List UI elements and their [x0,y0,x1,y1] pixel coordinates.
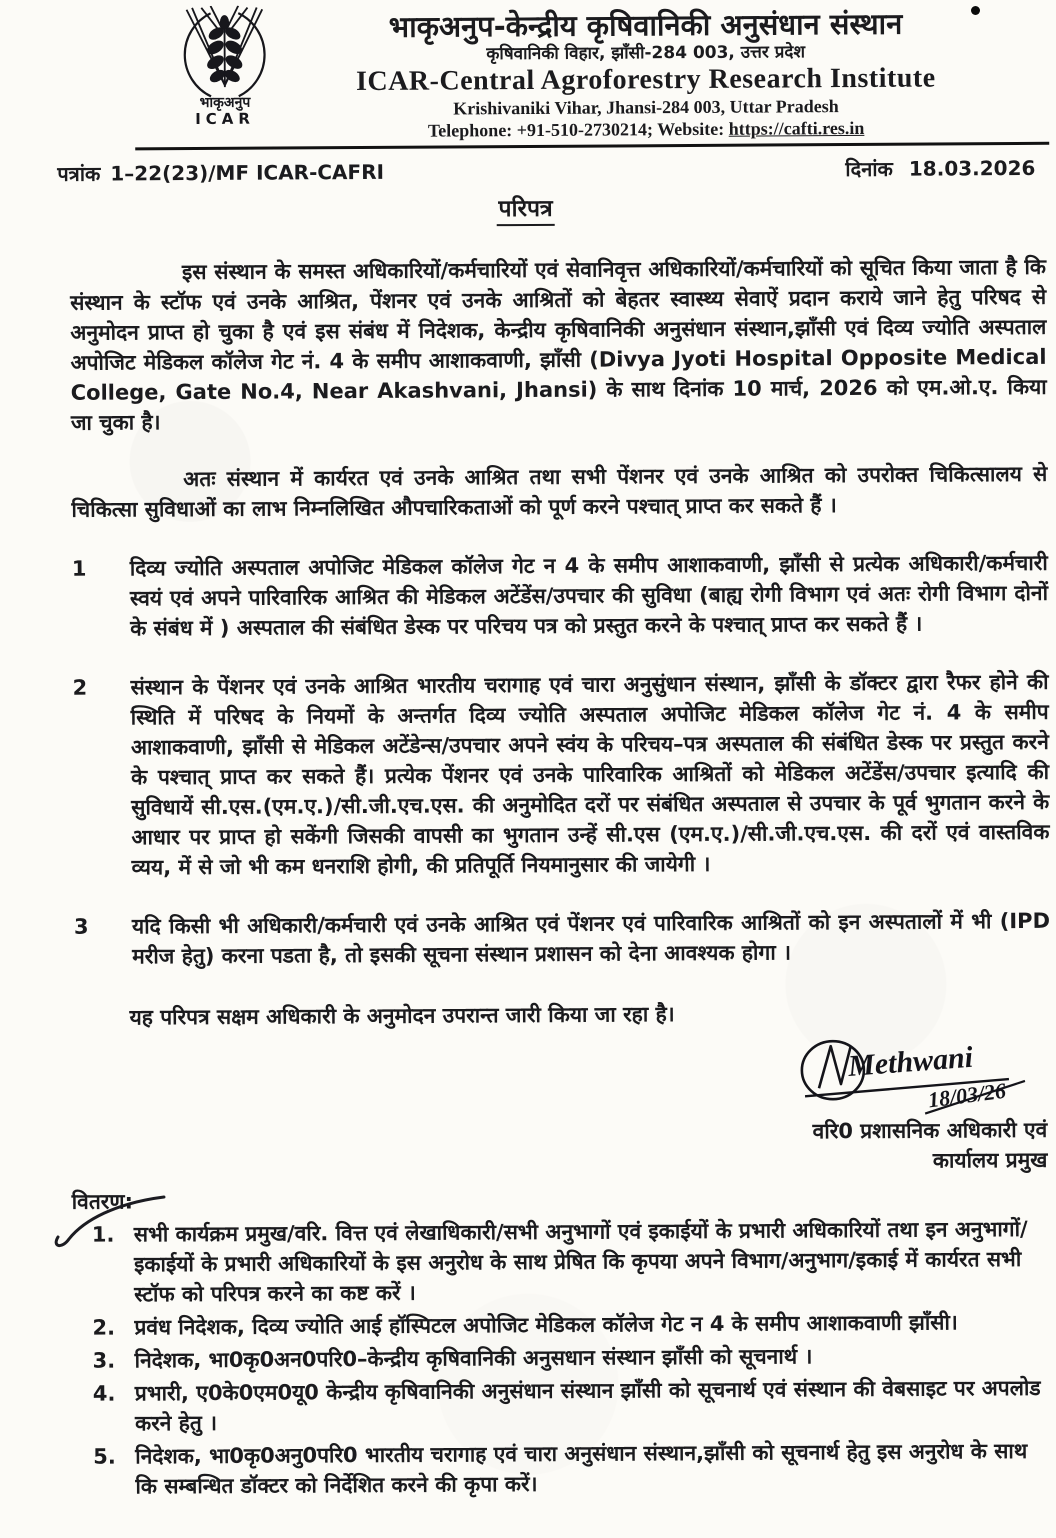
distribution-item-2 [76,1307,1052,1343]
letterhead-text [304,7,987,143]
org-name-hindi: भाकृअनुप-केन्द्रीय कृषिवानिकी अनुसंधान संस्थान [388,6,903,44]
body-text [0,252,1056,1033]
org-name-english: ICAR-Central Agroforestry Research Institute [355,62,936,98]
distribution-item-1 [76,1214,1053,1310]
distribution-item-5 [77,1436,1053,1502]
signature-block [3,1033,1048,1181]
website-link: https://cafti.res.in [728,117,865,139]
handwritten-signature [793,1033,1033,1116]
ref-label: पत्रांक [57,161,101,186]
dist-number: 4. [92,1381,116,1406]
letter-date [829,154,1035,182]
dist-number: 2. [92,1315,116,1340]
numbered-item-2 [72,667,1049,883]
signature-date-text: 18/03/26 [926,1077,1008,1113]
item-number: 3 [73,914,89,939]
letterhead [0,0,1053,151]
ref-number: 1–22(23)/MF ICAR-CAFRI [110,159,385,186]
meta-row [0,145,1053,187]
icar-logo [146,5,303,128]
paragraph-intro: इस संस्थान के समस्त अधिकारियों/कर्मचारियों एवं सेवानिवृत्त अधिकारियों/कर्मचारियों को सूचित किया जाता है कि संस्थान के स्टॉफ एवं उनके आश्रित, पेंशनर एवं उनके आश्रितों को बेहतर स्वास्थ्य सेवाऐं प्रदान कराये जाने हेतु परिषद से अनुमोदन प्राप्त हो चुका है एवं इस संबंध में निदेशक, केन्द्रीय कृषिवानिकी अनुसंधान संस्थान,झाँसी एवं दिव्य ज्योति अस्पताल अपोजिट मेडिकल कॉलेज गेट नं. 4 के समीप आशाकवाणी, झाँसी (Divya Jyoti Hospital Opposite Medical College, Gate No.4, Near Akashvani, Jhansi) के साथ दिनांक 10 मार्च, 2026 को एम.ओ.ए. किया जा चुका है। [70,254,1047,435]
signatory-designation-2: कार्यालय प्रमुख [932,1147,1048,1173]
org-address-english: Krishivaniki Vihar, Jhansi-284 003, Uttar Pradesh [453,96,839,119]
closing-line: यह परिपत्र सक्षम अधिकारी के अनुमोदन उपरान्त जारी किया जा रहा है। [129,1002,675,1030]
contact-line [305,116,987,143]
item-number: 2 [72,675,88,700]
dist-number: 1. [91,1222,115,1247]
distribution-item-4 [77,1373,1053,1439]
circular-title: परिपत्र [496,196,554,226]
letter-number [57,158,394,187]
dist-text: निदेशक, भा0कृ0अन0परि0–केन्द्रीय कृषिवानिकी अनुसधान संस्थान झाँसी को सूचनार्थ । [134,1344,813,1373]
item-text: यदि किसी भी अधिकारी/कर्मचारी एवं उनके आश्रित एवं पेंशनर एवं पारिवारिक आश्रितों को इन अस्पतालों में भी (IPD मरीज हेतु) करना पडता है, तो इसकी सूचना संस्थान प्रशासन को देना आवश्यक होगा । [131,908,1051,969]
item-number: 1 [71,556,87,581]
org-address-hindi: कृषिवानिकी विहार, झाँसी-284 003, उत्तर प्रदेश [486,42,806,65]
signature-name-text: Methwani [846,1040,975,1084]
dist-text: सभी कार्यक्रम प्रमुख/वरि. वित्त एवं लेखाधिकारी/सभी अनुभागों एवं इकाईयों के प्रभारी अधिकारियों तथा इन अनुभागों/इकाईयों के प्रभारी अधिकारियों के इस अनुरोध के साथ प्रेषित कि कृपया अपने विभाग/अनुभाग/इकाई में कार्यरत सभी स्टॉफ को परिपत्र करने का कष्ट करें । [133,1216,1028,1307]
logo-icar-label: ICAR [195,109,255,129]
item-text: दिव्य ज्योति अस्पताल अपोजिट मेडिकल कॉलेज गेट न 4 के समीप आशाकवाणी, झाँसी से प्रत्येक अधिकारी/कर्मचारी स्वयं एवं अपने पारिवारिक आश्रित की मेडिकल अटेंडेंस/उपचार की सुविधा (बाह्य रोगी विभाग एवं अतः रोगी विभाग दोनों के संबंध में ) अस्पताल की संबंधित डेस्क पर परिचय पत्र को प्रस्तुत करने के पश्चात् प्राप्त कर सकते हैं । [129,550,1049,641]
telephone-text: Telephone: +91-510-2730214; Website: [427,118,729,141]
dist-text: निदेशक, भा0कृ0अनु0परि0 भारतीय चरागाह एवं चारा अनुसंधान संस्थान,झाँसी को सूचनार्थ हेतु इस अनुरोध के साथ कि सम्बन्धित डॉक्टर को निर्देशित करने की कृपा करें। [135,1438,1028,1499]
dist-text: प्रवंध निदेशक, दिव्य ज्योति आई हॉस्पिटल अपोजिट मेडिकल कॉलेज गेट न 4 के समीप आशाकवाणी झाँसी। [134,1310,958,1340]
dist-number: 5. [93,1444,116,1469]
dist-number: 3. [92,1348,116,1373]
numbered-item-1 [72,548,1049,644]
distribution-item-3 [77,1340,1053,1376]
date-label: दिनांक [845,156,893,182]
signatory-designation-1: वरि0 प्रशासनिक अधिकारी एवं [812,1117,1048,1144]
wheat-emblem-icon [164,5,285,102]
item-text: संस्थान के पेंशनर एवं उनके आश्रित भारतीय चरागाह एवं चारा अनुसुंधान संस्थान, झाँसी के डॉक्टर द्वारा रैफर होने की स्थिति में परिषद के नियमों के अन्तर्गत दिव्य ज्योति अस्पताल अपोजिट मेडिकल कॉलेज गेट नं. 4 के समीप आशाकवाणी, झाँसी से मेडिकल अटेंडेन्स/उपचार अपने स्वंय के परिचय–पत्र अस्पताल की संबंधित डेस्क पर प्रस्तुत करने के पश्चात् प्राप्त कर सकते हैं। प्रत्येक पेंशनर एवं उनके पारिवारिक आश्रितों को मेडिकल अटेंडेंस/उपचार इत्यादि की सुविधायें सी.एस.(एम.ए.)/सी.जी.एच.एस. की अनुमोदित दरों पर संबंधित अस्पताल से उपचार के पूर्व भुगतान करने के आधार पर प्राप्त हो सकेंगी जिसकी वापसी का भुगतान उन्हें सी.एस (एम.ए.)/सी.जी.एच.एस. की दरों एवं वास्तविक व्यय, में से जो भी कम धनराशि होगी, की प्रतिपूर्ति नियमानुसार की जायेगी । [130,669,1050,880]
distribution-heading: वितरण: [71,1189,134,1214]
date-value: 18.03.2026 [908,155,1036,181]
dist-text: प्रभारी, ए0के0एम0यू0 केन्द्रीय कृषिवानिकी अनुसंधान संस्थान झाँसी को सूचनार्थ एवं संस्थान की वेबसाइट पर अपलोड करने हेतु । [134,1375,1041,1436]
circular-title-row [0,188,1054,226]
logo-hindi-label: भाकृअनुप [199,94,251,111]
numbered-item-3 [74,906,1050,972]
paragraph-second: अतः संस्थान में कार्यरत एवं उनके आश्रित तथा सभी पेंशनर एवं उनके आश्रित को उपरोक्त चिकित्सालय से चिकित्सा सुविधाओं का लाभ निम्नलिखित औपचारिकताओं को पूर्ण करने पश्चात् प्राप्त कर सकते हैं । [71,461,1048,522]
handwritten-checkmark-icon [50,1193,170,1255]
